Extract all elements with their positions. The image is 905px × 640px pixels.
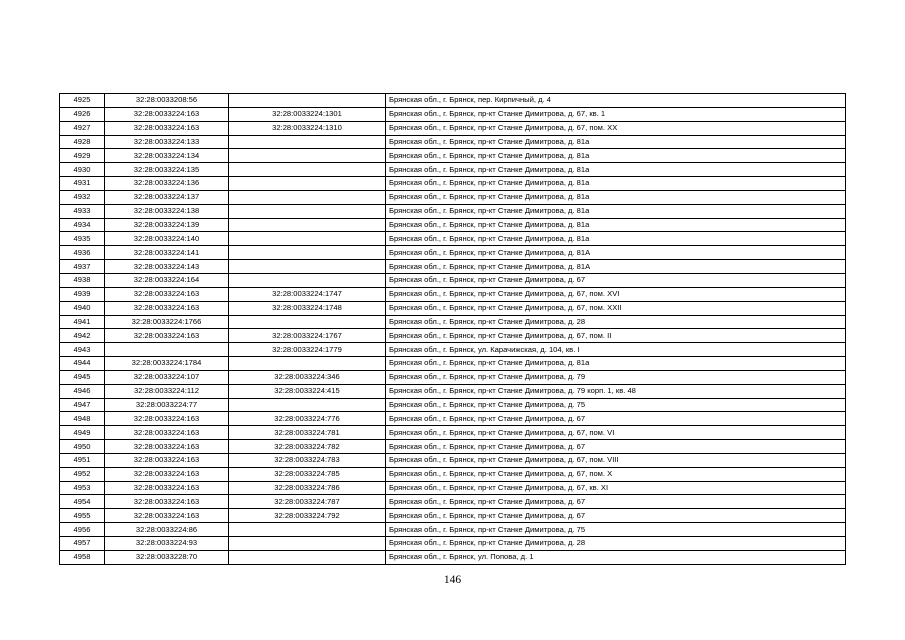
row-number-cell: 4948 xyxy=(60,412,105,426)
parcel-number-cell: 32:28:0033224:1767 xyxy=(229,329,386,343)
table-row xyxy=(60,218,846,232)
cadastral-number-cell: 32:28:0033224:136 xyxy=(105,177,229,191)
cadastral-number-cell: 32:28:0033224:1784 xyxy=(105,357,229,371)
row-number-cell: 4938 xyxy=(60,273,105,287)
cadastral-number-cell: 32:28:0033224:77 xyxy=(105,398,229,412)
row-number-cell: 4941 xyxy=(60,315,105,329)
parcel-number-cell: 32:28:0033224:792 xyxy=(229,509,386,523)
address-cell: Брянская обл., г. Брянск, пр-кт Станке Димитрова, д. 67 xyxy=(386,273,846,287)
cadastral-number-cell: 32:28:0033224:163 xyxy=(105,495,229,509)
table-row xyxy=(60,343,846,357)
parcel-number-cell: 32:28:0033224:1748 xyxy=(229,301,386,315)
address-cell: Брянская обл., г. Брянск, пр-кт Станке Димитрова, д. 67, пом. II xyxy=(386,329,846,343)
address-cell: Брянская обл., г. Брянск, пр-кт Станке Димитрова, д. 81а xyxy=(386,232,846,246)
address-cell: Брянская обл., г. Брянск, пр-кт Станке Димитрова, д. 81а xyxy=(386,190,846,204)
row-number-cell: 4933 xyxy=(60,204,105,218)
address-cell: Брянская обл., г. Брянск, пр-кт Станке Димитрова, д. 81А xyxy=(386,260,846,274)
address-cell: Брянская обл., г. Брянск, пр-кт Станке Димитрова, д. 81а xyxy=(386,204,846,218)
table-row xyxy=(60,481,846,495)
cadastral-number-cell: 32:28:0033224:163 xyxy=(105,467,229,481)
table-row xyxy=(60,537,846,551)
address-cell: Брянская обл., г. Брянск, пр-кт Станке Димитрова, д. 75 xyxy=(386,398,846,412)
cadastral-number-cell: 32:28:0033224:163 xyxy=(105,412,229,426)
table-row xyxy=(60,523,846,537)
table-row xyxy=(60,163,846,177)
row-number-cell: 4945 xyxy=(60,370,105,384)
row-number-cell: 4932 xyxy=(60,190,105,204)
parcel-number-cell: 32:28:0033224:782 xyxy=(229,440,386,454)
row-number-cell: 4939 xyxy=(60,287,105,301)
cadastral-number-cell: 32:28:0033224:138 xyxy=(105,204,229,218)
table-row xyxy=(60,204,846,218)
row-number-cell: 4935 xyxy=(60,232,105,246)
row-number-cell: 4930 xyxy=(60,163,105,177)
parcel-number-cell: 32:28:0033224:776 xyxy=(229,412,386,426)
address-cell: Брянская обл., г. Брянск, пр-кт Станке Димитрова, д. 67 xyxy=(386,412,846,426)
address-cell: Брянская обл., г. Брянск, пр-кт Станке Димитрова, д. 79 xyxy=(386,370,846,384)
parcel-number-cell: 32:28:0033224:1301 xyxy=(229,107,386,121)
cadastral-number-cell: 32:28:0033224:163 xyxy=(105,301,229,315)
parcel-number-cell: 32:28:0033224:781 xyxy=(229,426,386,440)
page-number: 146 xyxy=(443,574,462,586)
cadastral-number-cell: 32:28:0033224:143 xyxy=(105,260,229,274)
parcel-number-cell xyxy=(229,550,386,564)
table-row xyxy=(60,232,846,246)
address-cell: Брянская обл., г. Брянск, пр-кт Станке Димитрова, д. 79 корп. 1, кв. 48 xyxy=(386,384,846,398)
table-row xyxy=(60,135,846,149)
address-cell: Брянская обл., г. Брянск, пр-кт Станке Димитрова, д. 81а xyxy=(386,149,846,163)
table-row xyxy=(60,287,846,301)
parcel-number-cell xyxy=(229,163,386,177)
address-cell: Брянская обл., г. Брянск, пр-кт Станке Димитрова, д. 81а xyxy=(386,177,846,191)
parcel-number-cell: 32:28:0033224:1310 xyxy=(229,121,386,135)
address-cell: Брянская обл., г. Брянск, пр-кт Станке Димитрова, д. 75 xyxy=(386,523,846,537)
parcel-number-cell: 32:28:0033224:1779 xyxy=(229,343,386,357)
table-row xyxy=(60,398,846,412)
cadastral-number-cell: 32:28:0033224:1766 xyxy=(105,315,229,329)
parcel-number-cell xyxy=(229,273,386,287)
address-cell: Брянская обл., г. Брянск, пр-кт Станке Димитрова, д. 67, пом. VIII xyxy=(386,453,846,467)
records-table-body xyxy=(60,94,846,565)
parcel-number-cell xyxy=(229,204,386,218)
table-row xyxy=(60,550,846,564)
table-row xyxy=(60,301,846,315)
row-number-cell: 4954 xyxy=(60,495,105,509)
row-number-cell: 4931 xyxy=(60,177,105,191)
cadastral-number-cell: 32:28:0033224:164 xyxy=(105,273,229,287)
cadastral-number-cell: 32:28:0033224:163 xyxy=(105,329,229,343)
parcel-number-cell: 32:28:0033224:415 xyxy=(229,384,386,398)
table-row xyxy=(60,453,846,467)
table-row xyxy=(60,384,846,398)
table-row xyxy=(60,412,846,426)
table-row xyxy=(60,246,846,260)
cadastral-number-cell: 32:28:0033224:93 xyxy=(105,537,229,551)
row-number-cell: 4926 xyxy=(60,107,105,121)
cadastral-number-cell: 32:28:0033224:163 xyxy=(105,453,229,467)
parcel-number-cell xyxy=(229,94,386,108)
cadastral-number-cell: 32:28:0033224:134 xyxy=(105,149,229,163)
address-cell: Брянская обл., г. Брянск, пр-кт Станке Димитрова, д. 81а xyxy=(386,357,846,371)
table-row xyxy=(60,509,846,523)
address-cell: Брянская обл., г. Брянск, пр-кт Станке Димитрова, д. 81а xyxy=(386,163,846,177)
cadastral-number-cell: 32:28:0033224:107 xyxy=(105,370,229,384)
row-number-cell: 4943 xyxy=(60,343,105,357)
row-number-cell: 4942 xyxy=(60,329,105,343)
cadastral-number-cell: 32:28:0033224:163 xyxy=(105,481,229,495)
table-row xyxy=(60,260,846,274)
address-cell: Брянская обл., г. Брянск, пр-кт Станке Димитрова, д. 67 xyxy=(386,509,846,523)
parcel-number-cell: 32:28:0033224:785 xyxy=(229,467,386,481)
parcel-number-cell xyxy=(229,232,386,246)
address-cell: Брянская обл., г. Брянск, пр-кт Станке Димитрова, д. 28 xyxy=(386,315,846,329)
address-cell: Брянская обл., г. Брянск, ул. Карачижская, д. 104, кв. I xyxy=(386,343,846,357)
row-number-cell: 4936 xyxy=(60,246,105,260)
cadastral-number-cell: 32:28:0033224:140 xyxy=(105,232,229,246)
table-row xyxy=(60,121,846,135)
cadastral-number-cell: 32:28:0033208:56 xyxy=(105,94,229,108)
table-row xyxy=(60,370,846,384)
row-number-cell: 4953 xyxy=(60,481,105,495)
parcel-number-cell: 32:28:0033224:787 xyxy=(229,495,386,509)
table-row xyxy=(60,440,846,454)
address-cell: Брянская обл., г. Брянск, пр-кт Станке Димитрова, д. 81А xyxy=(386,246,846,260)
table-row xyxy=(60,467,846,481)
row-number-cell: 4951 xyxy=(60,453,105,467)
address-cell: Брянская обл., г. Брянск, пр-кт Станке Димитрова, д. 28 xyxy=(386,537,846,551)
address-cell: Брянская обл., г. Брянск, ул. Попова, д. 1 xyxy=(386,550,846,564)
parcel-number-cell xyxy=(229,537,386,551)
parcel-number-cell xyxy=(229,190,386,204)
cadastral-number-cell: 32:28:0033228:70 xyxy=(105,550,229,564)
row-number-cell: 4949 xyxy=(60,426,105,440)
parcel-number-cell xyxy=(229,246,386,260)
row-number-cell: 4955 xyxy=(60,509,105,523)
address-cell: Брянская обл., г. Брянск, пр-кт Станке Димитрова, д. 67, кв. 1 xyxy=(386,107,846,121)
table-row xyxy=(60,190,846,204)
table-row xyxy=(60,426,846,440)
parcel-number-cell xyxy=(229,523,386,537)
row-number-cell: 4928 xyxy=(60,135,105,149)
row-number-cell: 4927 xyxy=(60,121,105,135)
address-cell: Брянская обл., г. Брянск, пр-кт Станке Димитрова, д. 81а xyxy=(386,218,846,232)
table-row xyxy=(60,149,846,163)
table-row xyxy=(60,357,846,371)
cadastral-number-cell: 32:28:0033224:86 xyxy=(105,523,229,537)
row-number-cell: 4940 xyxy=(60,301,105,315)
cadastral-number-cell: 32:28:0033224:163 xyxy=(105,121,229,135)
table-row xyxy=(60,315,846,329)
records-table xyxy=(59,93,846,565)
cadastral-number-cell xyxy=(105,343,229,357)
table-row xyxy=(60,177,846,191)
parcel-number-cell xyxy=(229,177,386,191)
table-row xyxy=(60,495,846,509)
parcel-number-cell xyxy=(229,315,386,329)
address-cell: Брянская обл., г. Брянск, пр-кт Станке Димитрова, д. 67, пом. XX xyxy=(386,121,846,135)
address-cell: Брянская обл., г. Брянск, пр-кт Станке Димитрова, д. 67, пом. VI xyxy=(386,426,846,440)
cadastral-number-cell: 32:28:0033224:163 xyxy=(105,440,229,454)
address-cell: Брянская обл., г. Брянск, пр-кт Станке Димитрова, д. 67 xyxy=(386,440,846,454)
parcel-number-cell xyxy=(229,357,386,371)
parcel-number-cell: 32:28:0033224:1747 xyxy=(229,287,386,301)
cadastral-number-cell: 32:28:0033224:137 xyxy=(105,190,229,204)
row-number-cell: 4952 xyxy=(60,467,105,481)
cadastral-number-cell: 32:28:0033224:135 xyxy=(105,163,229,177)
row-number-cell: 4937 xyxy=(60,260,105,274)
address-cell: Брянская обл., г. Брянск, пр-кт Станке Димитрова, д. 67, пом. X xyxy=(386,467,846,481)
row-number-cell: 4944 xyxy=(60,357,105,371)
row-number-cell: 4925 xyxy=(60,94,105,108)
parcel-number-cell: 32:28:0033224:783 xyxy=(229,453,386,467)
cadastral-number-cell: 32:28:0033224:133 xyxy=(105,135,229,149)
address-cell: Брянская обл., г. Брянск, пр-кт Станке Димитрова, д. 67 xyxy=(386,495,846,509)
parcel-number-cell xyxy=(229,398,386,412)
parcel-number-cell xyxy=(229,218,386,232)
row-number-cell: 4929 xyxy=(60,149,105,163)
table-row xyxy=(60,94,846,108)
address-cell: Брянская обл., г. Брянск, пр-кт Станке Димитрова, д. 81а xyxy=(386,135,846,149)
parcel-number-cell xyxy=(229,149,386,163)
parcel-number-cell: 32:28:0033224:786 xyxy=(229,481,386,495)
cadastral-number-cell: 32:28:0033224:163 xyxy=(105,426,229,440)
row-number-cell: 4946 xyxy=(60,384,105,398)
row-number-cell: 4934 xyxy=(60,218,105,232)
row-number-cell: 4947 xyxy=(60,398,105,412)
address-cell: Брянская обл., г. Брянск, пер. Кирпичный, д. 4 xyxy=(386,94,846,108)
cadastral-number-cell: 32:28:0033224:163 xyxy=(105,287,229,301)
cadastral-number-cell: 32:28:0033224:163 xyxy=(105,509,229,523)
cadastral-number-cell: 32:28:0033224:163 xyxy=(105,107,229,121)
table-row xyxy=(60,273,846,287)
parcel-number-cell: 32:28:0033224:346 xyxy=(229,370,386,384)
table-row xyxy=(60,107,846,121)
row-number-cell: 4957 xyxy=(60,537,105,551)
parcel-number-cell xyxy=(229,135,386,149)
parcel-number-cell xyxy=(229,260,386,274)
row-number-cell: 4956 xyxy=(60,523,105,537)
table-row xyxy=(60,329,846,343)
address-cell: Брянская обл., г. Брянск, пр-кт Станке Димитрова, д. 67, пом. XVI xyxy=(386,287,846,301)
cadastral-number-cell: 32:28:0033224:141 xyxy=(105,246,229,260)
address-cell: Брянская обл., г. Брянск, пр-кт Станке Димитрова, д. 67, кв. XI xyxy=(386,481,846,495)
row-number-cell: 4958 xyxy=(60,550,105,564)
row-number-cell: 4950 xyxy=(60,440,105,454)
cadastral-number-cell: 32:28:0033224:112 xyxy=(105,384,229,398)
cadastral-number-cell: 32:28:0033224:139 xyxy=(105,218,229,232)
address-cell: Брянская обл., г. Брянск, пр-кт Станке Димитрова, д. 67, пом. XXII xyxy=(386,301,846,315)
